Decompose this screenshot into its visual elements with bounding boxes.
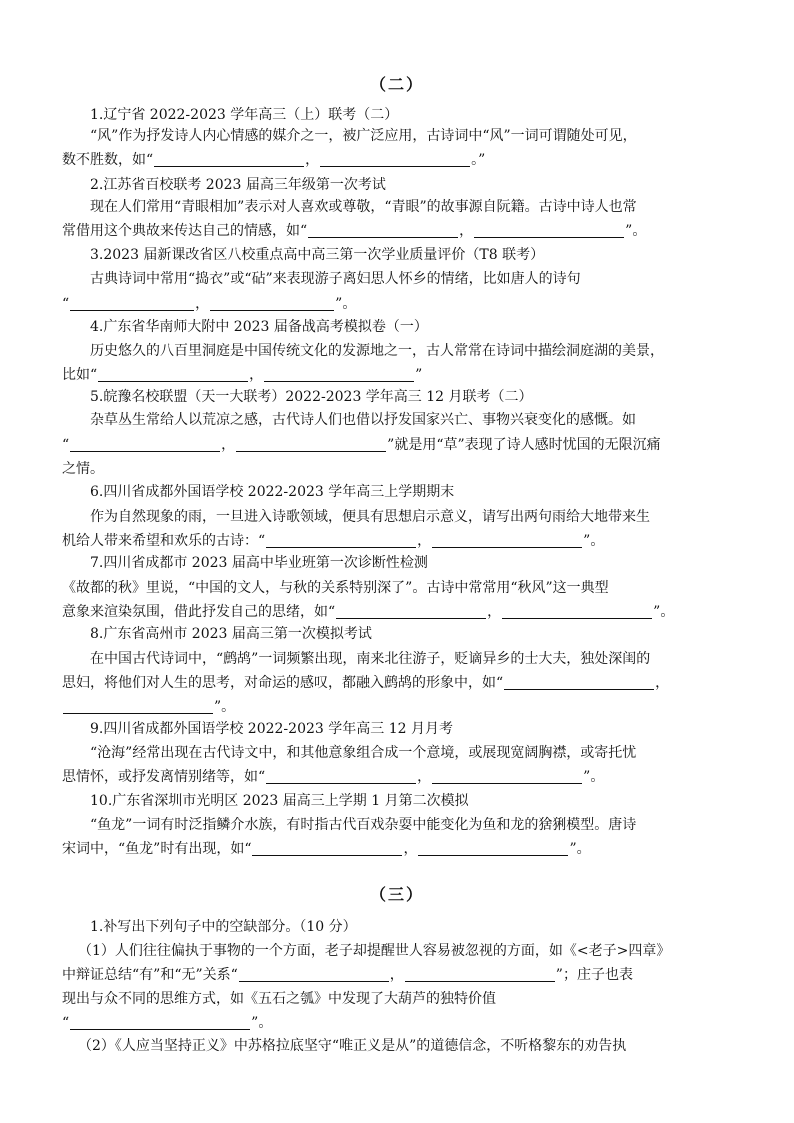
item-text: 在中国古代诗词中，“鹧鸪”一词频繁出现，南来北往游子，贬谪异乡的士大夫，独处深闺的 — [90, 651, 651, 667]
answer-blank[interactable] — [264, 367, 414, 382]
item-title: 4.广东省华南师大附中 2023 届备战高考模拟卷（一） — [90, 319, 428, 335]
item-text-line: 宋词中，“鱼龙”时有出现，如“ ， ”。 — [62, 841, 591, 857]
section-heading-2: （二） — [369, 75, 424, 94]
answer-blank[interactable] — [98, 367, 248, 382]
answer-blank[interactable] — [418, 841, 568, 856]
item-text-line: 思妇，将他们对人生的思考，对命运的感叹，都融入鹧鸪的形象中，如“ ， — [62, 675, 670, 691]
answer-blank[interactable] — [63, 699, 213, 714]
answer-blank[interactable] — [154, 152, 304, 167]
answer-blank[interactable] — [504, 675, 654, 690]
question-title: 1.补写出下列句子中的空缺部分。（10 分） — [90, 919, 357, 935]
answer-blank[interactable] — [502, 604, 652, 619]
item-text-line: 中辩证总结“有”和“无”关系“ ， ”；庄子也表 — [62, 967, 633, 983]
item-text: 现出与众不同的思维方式，如《五石之瓠》中发现了大葫芦的独特价值 — [62, 991, 496, 1007]
item-text: “沧海”经常出现在古代诗文中，和其他意象组合成一个意境，或展现宽阔胸襟，或寄托忧 — [90, 745, 637, 761]
answer-blank[interactable] — [336, 604, 486, 619]
item-text-line: ”。 — [62, 698, 235, 716]
item-text: 之情。 — [62, 461, 104, 477]
item-title: 10.广东省深圳市光明区 2023 届高三上学期 1 月第二次模拟 — [90, 793, 469, 809]
item-text: （1）人们往往偏执于事物的一个方面，老子却提醒世人容易被忽视的方面，如《<老子>四章》 — [78, 943, 671, 959]
item-title: 3.2023 届新课改省区八校重点高中高三第一次学业质量评价（T8 联考） — [90, 247, 545, 263]
answer-blank[interactable] — [320, 152, 470, 167]
item-text: 杂草丛生常给人以荒凉之感，古代诗人们也借以抒发国家兴亡、事物兴衰变化的感慨。如 — [90, 412, 636, 428]
answer-blank[interactable] — [70, 437, 220, 452]
item-title: 6.四川省成都外国语学校 2022-2023 学年高三上学期期末 — [90, 484, 455, 500]
section-heading-3: （三） — [369, 885, 424, 904]
item-text: 《故都的秋》里说，“中国的文人，与秋的关系特别深了”。古诗中常常用“秋风”这一典型 — [62, 580, 609, 596]
answer-blank[interactable] — [474, 223, 624, 238]
item-title: 7.四川省成都市 2023 届高中毕业班第一次诊断性检测 — [90, 555, 428, 571]
item-title: 2.江苏省百校联考 2023 届高三年级第一次考试 — [90, 177, 386, 193]
item-text: “风”作为抒发诗人内心情感的媒介之一，被广泛应用，古诗词中“风”一词可谓随处可见， — [90, 128, 637, 144]
answer-blank[interactable] — [432, 533, 582, 548]
answer-blank[interactable] — [70, 1015, 250, 1030]
item-text: 古典诗词中常用“捣衣”或“砧”来表现游子离妇思人怀乡的情绪，比如唐人的诗句 — [90, 271, 581, 287]
item-text-line: 数不胜数，如“ ， 。” — [62, 152, 486, 168]
item-text: 作为自然现象的雨，一旦进入诗歌领域，便具有思想启示意义，请写出两句雨给大地带来生 — [90, 509, 650, 525]
item-text-line: 思情怀，或抒发离情别绪等，如“ ， ”。 — [62, 769, 605, 785]
item-title: 1.辽宁省 2022-2023 学年高三（上）联考（二） — [90, 107, 399, 123]
item-text: （2）《人应当坚持正义》中苏格拉底坚守“唯正义是从”的道德信念，不听格黎东的劝告执 — [78, 1038, 627, 1054]
answer-blank[interactable] — [210, 296, 334, 311]
item-text-line: 机给人带来希望和欢乐的古诗：“ ， ”。 — [62, 533, 605, 549]
item-title: 9.四川省成都外国语学校 2022-2023 学年高三 12 月月考 — [90, 721, 453, 737]
answer-blank[interactable] — [308, 223, 458, 238]
answer-blank[interactable] — [266, 769, 416, 784]
item-text-line: 比如“ ， ” — [62, 367, 423, 383]
answer-blank[interactable] — [266, 533, 416, 548]
answer-blank[interactable] — [70, 296, 194, 311]
item-text: “鱼龙”一词有时泛指鳞介水族，有时指古代百戏杂耍中能变化为鱼和龙的猞猁模型。唐诗 — [90, 817, 637, 833]
item-text: 现在人们常用“青眼相加”表示对人喜欢或尊敬，“青眼”的故事源自阮籍。古诗中诗人也常 — [90, 199, 637, 215]
item-text-line: “ ， ”。 — [62, 296, 357, 312]
item-text: 历史悠久的八百里洞庭是中国传统文化的发源地之一，古人常常在诗词中描绘洞庭湖的美景， — [90, 343, 664, 359]
item-text-line: “ ， ”就是用“草”表现了诗人感时忧国的无限沉痛 — [62, 437, 661, 453]
item-text-line: “ ”。 — [62, 1015, 273, 1031]
item-text-line: 意象来渲染氛围，借此抒发自己的思绪，如“ ， ”。 — [62, 604, 675, 620]
answer-blank[interactable] — [432, 769, 582, 784]
answer-blank[interactable] — [239, 967, 389, 982]
answer-blank[interactable] — [252, 841, 402, 856]
item-title: 5.皖豫名校联盟（天一大联考）2022-2023 学年高三 12 月联考（二） — [90, 389, 533, 405]
item-title: 8.广东省高州市 2023 届高三第一次模拟考试 — [90, 626, 372, 642]
answer-blank[interactable] — [405, 967, 555, 982]
item-text-line: 常借用这个典故来传达自己的情感，如“ ， ”。 — [62, 223, 647, 239]
answer-blank[interactable] — [236, 437, 386, 452]
